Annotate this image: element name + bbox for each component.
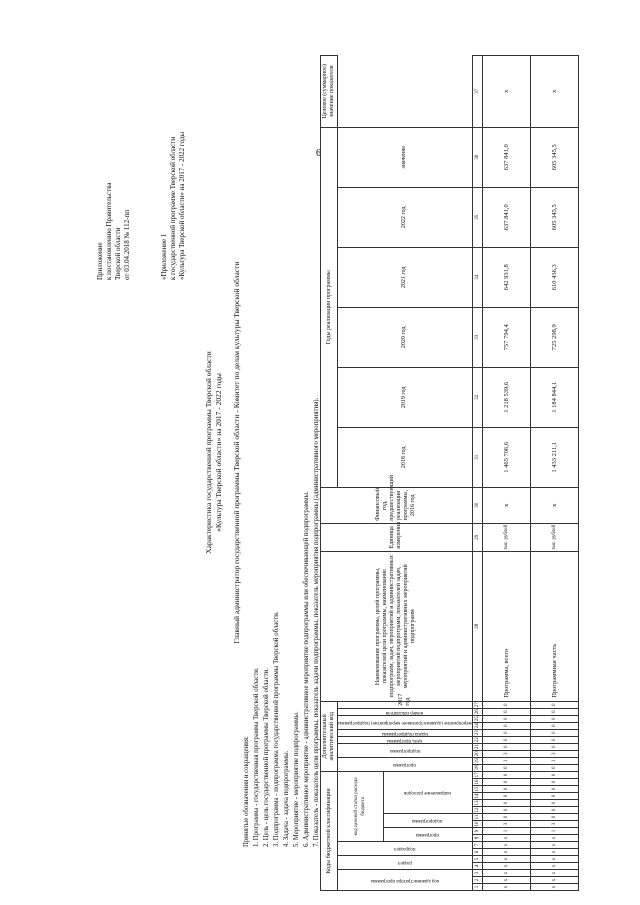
row-target: x xyxy=(482,55,530,127)
index-cell: 1 xyxy=(472,884,482,891)
row-target: x xyxy=(530,55,578,127)
index-cell: 4 xyxy=(472,863,482,870)
index-cell: 7 xyxy=(472,842,482,849)
code-cell: x xyxy=(530,835,578,842)
table-row xyxy=(530,55,578,890)
index-cell: 32 xyxy=(472,367,482,427)
code-cell: 0 xyxy=(530,793,578,800)
index-cell: 29 xyxy=(472,523,482,551)
appendix1-note xyxy=(160,132,187,280)
header-extra-subprogram xyxy=(338,743,473,757)
row-fin-year: x xyxy=(530,487,578,523)
code-cell: 3 xyxy=(482,750,530,757)
header-year-2018: 2018 год xyxy=(338,427,473,487)
index-cell: 35 xyxy=(472,187,482,247)
header-year-2017: 2017 год xyxy=(338,701,473,708)
index-cell: 8 xyxy=(472,835,482,842)
index-cell: 23 xyxy=(472,729,482,736)
index-row xyxy=(472,55,482,890)
index-cell: 5 xyxy=(472,856,482,863)
row-year-value: 605 345,5 xyxy=(530,187,578,247)
index-cell: 28 xyxy=(472,551,482,701)
code-cell: x xyxy=(530,884,578,891)
code-cell: 0 xyxy=(482,800,530,807)
index-cell: 9 xyxy=(472,828,482,835)
header-section xyxy=(338,856,473,870)
page-subtitle: «Культура Тверской области» на 2017 - 2022 годы xyxy=(214,373,223,532)
row-name: Программная часть xyxy=(530,551,578,701)
appendix-line: Тверской области xyxy=(114,227,122,280)
legend-header: Принятые обозначения и сокращения: xyxy=(243,736,250,847)
index-cell: 16 xyxy=(472,779,482,786)
code-cell: x xyxy=(482,842,530,849)
code-cell: x xyxy=(530,870,578,877)
index-cell: 26 xyxy=(472,708,482,715)
header-extra-program xyxy=(338,757,473,771)
code-cell: 0 xyxy=(482,786,530,793)
direction-label: направление расходов xyxy=(404,790,452,796)
row-year-value: 1 433 211,1 xyxy=(530,427,578,487)
row-fin-year: x xyxy=(482,487,530,523)
row-year-value: 605 345,5 xyxy=(530,127,578,187)
header-year-2019: 2019 год xyxy=(338,367,473,427)
code-cell: 0 xyxy=(530,786,578,793)
header-years: Годы реализации программы xyxy=(321,127,338,487)
code-cell: x xyxy=(482,849,530,856)
header-value: значение xyxy=(338,127,473,187)
subprogram-label: подпрограмма xyxy=(412,818,443,824)
legend-item: 4. Задача - задача подпрограммы. xyxy=(283,750,290,847)
code-cell: 0 xyxy=(482,764,530,771)
row-year-value: 637 841,0 xyxy=(482,127,530,187)
index-cell: 27 xyxy=(472,701,482,708)
code-cell: 0 xyxy=(530,771,578,778)
code-cell: x xyxy=(482,835,530,842)
code-cell: 0 xyxy=(482,814,530,821)
extra-goal-label: цель программы xyxy=(387,737,423,743)
index-cell: 25 xyxy=(472,715,482,722)
section-label: раздел xyxy=(397,860,412,866)
index-cell: 19 xyxy=(472,757,482,764)
index-cell: 6 xyxy=(472,849,482,856)
index-cell: 2 xyxy=(472,877,482,884)
header-subsection xyxy=(338,842,473,856)
index-cell: 34 xyxy=(472,247,482,307)
header-extra-code: Дополнительный аналитический код xyxy=(321,701,338,771)
code-cell: 0 xyxy=(530,800,578,807)
code-cell: x xyxy=(482,870,530,877)
legend-item: 3. Подпрограмма - подпрограмма государственной программы Тверской области. xyxy=(273,611,280,847)
index-cell: 31 xyxy=(472,427,482,487)
code-cell: 0 xyxy=(482,793,530,800)
header-extra-indicator xyxy=(338,708,473,715)
appendix-line: к постановлению Правительства xyxy=(105,182,113,280)
row-year-value: 642 931,8 xyxy=(482,247,530,307)
administrator-line: Главный администратор государственной программы Тверской области - Комитет по делам культуры Тверской области xyxy=(232,261,241,644)
header-extra-task xyxy=(338,729,473,736)
code-cell: 3 xyxy=(530,750,578,757)
row-year-value: 1 184 844,1 xyxy=(530,367,578,427)
index-cell: 18 xyxy=(472,764,482,771)
code-cell: 0 xyxy=(530,708,578,715)
appendix1-line: «Приложение 1 xyxy=(160,233,168,280)
index-cell: 3 xyxy=(472,870,482,877)
header-direction xyxy=(383,771,472,813)
admin-code-label: код администратора программы xyxy=(370,878,439,883)
code-cell: x xyxy=(482,856,530,863)
index-cell: 14 xyxy=(472,793,482,800)
row-year-value: 1 465 706,6 xyxy=(482,427,530,487)
row-year-value: 1 218 539,6 xyxy=(482,367,530,427)
appendix-line: Приложение xyxy=(96,242,104,280)
extra-event-label: мероприятие (административное мероприятие) подпрограммы xyxy=(338,720,472,726)
code-cell: x xyxy=(482,884,530,891)
index-cell: 24 xyxy=(472,722,482,729)
code-cell: 0 xyxy=(482,701,530,708)
appendix-line: от 03.04.2018 № 112-пп xyxy=(123,210,131,280)
code-cell: 0 xyxy=(530,814,578,821)
code-cell: 0 xyxy=(530,729,578,736)
header-subprogram xyxy=(383,814,472,828)
code-cell: 1 xyxy=(530,757,578,764)
page-title: Характеристика государственной программы Тверской области xyxy=(204,351,213,554)
code-cell: x xyxy=(482,877,530,884)
code-cell: 0 xyxy=(530,701,578,708)
index-cell: 30 xyxy=(472,487,482,523)
appendix1-line: «Культура Тверской области» на 2017 - 2022 годы xyxy=(178,131,186,280)
legend-item: 7. Показатель - показатель цели программы, показатель задачи подпрограммы, показатель мероприятия подпрограммы (административного мероприятия). xyxy=(313,397,320,847)
index-cell: 15 xyxy=(472,786,482,793)
subsection-label: подраздел xyxy=(394,846,416,852)
code-cell: 0 xyxy=(530,764,578,771)
header-extra-goal xyxy=(338,736,473,743)
index-cell: 37 xyxy=(472,55,482,127)
code-cell: 3 xyxy=(530,821,578,828)
code-cell: x xyxy=(530,849,578,856)
program-label: программа xyxy=(416,832,440,838)
header-year-2021: 2021 год xyxy=(338,247,473,307)
code-cell: 0 xyxy=(482,708,530,715)
header-unit: Единица измерения xyxy=(321,523,473,551)
code-cell: 0 xyxy=(530,722,578,729)
code-cell: 0 xyxy=(482,722,530,729)
code-cell: x xyxy=(530,856,578,863)
header-year-2020: 2020 год xyxy=(338,307,473,367)
appendix1-line: к государственной программе Тверской области xyxy=(169,136,177,280)
row-year-value: 757 794,4 xyxy=(482,307,530,367)
extra-subprogram-label: подпрограмма xyxy=(389,748,421,754)
row-unit: тыс. рублей xyxy=(482,523,530,551)
header-target: Целевое (суммарное) значение показателя xyxy=(321,55,338,127)
code-cell: 0 xyxy=(530,743,578,750)
index-cell: 17 xyxy=(472,771,482,778)
index-cell: 11 xyxy=(472,814,482,821)
legend-item: 1. Программа - государственная программа Тверской области. xyxy=(253,667,260,847)
code-cell: 3 xyxy=(482,821,530,828)
index-cell: 21 xyxy=(472,743,482,750)
program-characteristics-table xyxy=(320,55,579,891)
header-extra-event xyxy=(338,715,473,729)
code-cell: 0 xyxy=(482,743,530,750)
code-cell: 1 xyxy=(482,757,530,764)
code-cell: 0 xyxy=(530,736,578,743)
code-cell: 0 xyxy=(482,807,530,814)
table-row xyxy=(482,55,530,890)
code-cell: 0 xyxy=(530,715,578,722)
index-cell: 20 xyxy=(472,750,482,757)
code-cell: 0 xyxy=(482,715,530,722)
header-year-2022: 2022 год xyxy=(338,187,473,247)
legend-item: 6. Административное мероприятие - административное мероприятие подпрограммы или обеспечивающей подпрограммы. xyxy=(303,491,310,847)
row-year-value: 725 298,9 xyxy=(530,307,578,367)
code-cell: x xyxy=(530,877,578,884)
code-cell: x xyxy=(530,863,578,870)
code-cell: 1 xyxy=(482,828,530,835)
legend-item: 2. Цель - цель государственной программы Тверской области. xyxy=(263,668,270,847)
row-unit: тыс. рублей xyxy=(530,523,578,551)
legend-item: 5. Мероприятие - мероприятие подпрограммы. xyxy=(293,711,300,847)
code-cell: 0 xyxy=(530,779,578,786)
header-fin-year: Финансовый год, предшествующий реализации программы, 2016 год xyxy=(321,487,473,523)
index-cell: 36 xyxy=(472,127,482,187)
header-budget-codes: Коды бюджетной классификации xyxy=(321,771,338,890)
index-cell: 13 xyxy=(472,800,482,807)
extra-program-label: программа xyxy=(393,762,417,768)
code-cell: 1 xyxy=(530,828,578,835)
code-cell: 0 xyxy=(482,729,530,736)
code-cell: 0 xyxy=(482,736,530,743)
appendix-note xyxy=(96,182,132,280)
code-cell: x xyxy=(482,863,530,870)
header-admin-code xyxy=(338,870,473,891)
index-cell: 22 xyxy=(472,736,482,743)
code-cell: 0 xyxy=(482,771,530,778)
extra-task-label: задача подпрограммы xyxy=(381,730,429,736)
page-number: 6 xyxy=(316,148,321,159)
row-name: Программа, всего xyxy=(482,551,530,701)
code-cell: 0 xyxy=(482,779,530,786)
row-year-value: 637 841,0 xyxy=(482,187,530,247)
index-cell: 33 xyxy=(472,307,482,367)
header-program xyxy=(383,828,472,842)
index-cell: 12 xyxy=(472,807,482,814)
header-name: Наименование программы, целей программы, показателей цели программы, наименование подпрограмм, задач, мероприятий и административных мероприятий подпрограмм, показателей задач, мероприятий и административных мероприятий подпрограмм xyxy=(321,551,473,701)
row-year-value: 610 436,3 xyxy=(530,247,578,307)
extra-indicator-label: номер показателя xyxy=(386,709,424,715)
code-cell: x xyxy=(530,842,578,849)
index-cell: 10 xyxy=(472,821,482,828)
code-cell: 0 xyxy=(530,807,578,814)
header-target-article: код целевой статьи расхода бюджета xyxy=(338,771,384,841)
